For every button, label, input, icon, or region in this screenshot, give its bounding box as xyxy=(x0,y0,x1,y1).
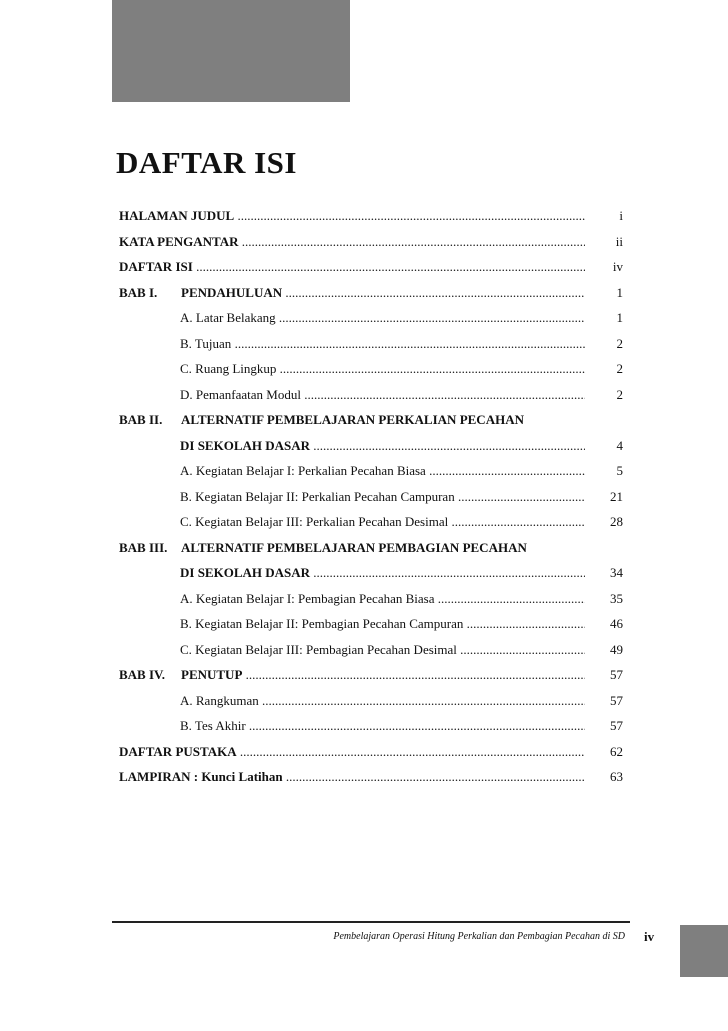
toc-label: B. Tes Akhir xyxy=(180,718,246,733)
table-of-contents xyxy=(119,203,629,790)
toc-label: DAFTAR PUSTAKA xyxy=(119,743,237,759)
footer-page-number: iv xyxy=(644,929,655,944)
toc-page-number: 2 xyxy=(616,361,623,376)
toc-page-number: i xyxy=(619,208,623,223)
toc-entry-bab-3-subheading[interactable] xyxy=(119,560,629,586)
toc-page-number: 34 xyxy=(610,565,623,580)
toc-entry-kata-pengantar[interactable] xyxy=(119,229,629,255)
toc-entry-bab-2-a[interactable] xyxy=(119,458,629,484)
toc-label: C. Ruang Lingkup xyxy=(180,361,277,376)
toc-label: A. Kegiatan Belajar I: Perkalian Pecahan Biasa xyxy=(180,463,426,478)
toc-entry-bab-2-subheading[interactable] xyxy=(119,433,629,459)
toc-page-number: 49 xyxy=(610,641,623,657)
toc-entry-bab-4-b[interactable] xyxy=(119,713,629,739)
toc-entry-halaman-judul[interactable] xyxy=(119,203,629,229)
toc-label: PENUTUP xyxy=(181,667,243,682)
toc-page-number: 28 xyxy=(610,514,623,529)
toc-label: DI SEKOLAH DASAR xyxy=(180,565,311,580)
toc-page-number: 57 xyxy=(610,718,623,733)
toc-chapter-prefix: BAB II. xyxy=(119,412,163,427)
toc-label: B. Tujuan xyxy=(180,335,232,351)
toc-label: DI SEKOLAH DASAR xyxy=(180,437,311,453)
toc-entry-daftar-isi[interactable] xyxy=(119,254,629,280)
toc-entry-bab-3-c[interactable] xyxy=(119,637,629,663)
toc-entry-bab-3-heading[interactable] xyxy=(119,535,629,561)
toc-label: B. Kegiatan Belajar II: Perkalian Pecahan Campuran xyxy=(180,488,455,504)
toc-entry-daftar-pustaka[interactable] xyxy=(119,739,629,765)
toc-entry-bab-4-a[interactable] xyxy=(119,688,629,714)
toc-entry-lampiran[interactable] xyxy=(119,764,629,790)
toc-chapter-prefix: BAB III. xyxy=(119,539,168,555)
toc-label: A. Kegiatan Belajar I: Pembagian Pecahan Biasa xyxy=(180,590,435,606)
toc-label: PENDAHULUAN xyxy=(181,284,283,300)
toc-page-number: 57 xyxy=(610,692,623,708)
footer-running-title: Pembelajaran Operasi Hitung Perkalian dan Pembagian Pecahan di SD xyxy=(333,931,625,942)
toc-page-number: 1 xyxy=(616,284,623,300)
toc-entry-bab-2-c[interactable] xyxy=(119,509,629,535)
footer-gray-block xyxy=(680,925,728,977)
toc-page-number: iv xyxy=(612,259,623,274)
toc-entry-bab-1-d[interactable] xyxy=(119,382,629,408)
toc-label: B. Kegiatan Belajar II: Pembagian Pecahan Campuran xyxy=(180,616,464,631)
toc-entry-bab-4[interactable] xyxy=(119,662,629,688)
toc-entry-bab-1[interactable] xyxy=(119,280,629,306)
footer-divider xyxy=(112,921,630,923)
toc-page-number: 21 xyxy=(610,488,623,504)
toc-page-number: 5 xyxy=(616,463,623,478)
toc-page-number: 2 xyxy=(616,386,623,402)
toc-page-number: 2 xyxy=(616,335,623,351)
toc-entry-bab-2-heading[interactable] xyxy=(119,407,629,433)
toc-entry-bab-3-a[interactable] xyxy=(119,586,629,612)
toc-label: DAFTAR ISI xyxy=(119,259,193,274)
toc-page-number: 63 xyxy=(610,769,623,784)
toc-page-number: 62 xyxy=(610,743,623,759)
toc-label: ALTERNATIF PEMBELAJARAN PEMBAGIAN PECAHAN xyxy=(181,539,527,555)
toc-label: A. Rangkuman xyxy=(180,692,259,708)
toc-entry-bab-1-c[interactable] xyxy=(119,356,629,382)
toc-page-number: 1 xyxy=(616,310,623,325)
toc-label: HALAMAN JUDUL xyxy=(119,208,235,223)
page-title: DAFTAR ISI xyxy=(116,145,297,180)
toc-entry-bab-3-b[interactable] xyxy=(119,611,629,637)
toc-chapter-prefix: BAB IV. xyxy=(119,667,166,682)
toc-page-number: 4 xyxy=(616,437,623,453)
toc-entry-bab-2-b[interactable] xyxy=(119,484,629,510)
toc-chapter-prefix: BAB I. xyxy=(119,284,158,300)
toc-entry-bab-1-a[interactable] xyxy=(119,305,629,331)
header-gray-block xyxy=(112,0,350,102)
toc-label: D. Pemanfaatan Modul xyxy=(180,386,301,402)
toc-label: ALTERNATIF PEMBELAJARAN PERKALIAN PECAHAN xyxy=(181,412,524,427)
toc-page-number: 57 xyxy=(610,667,623,682)
toc-page-number: 46 xyxy=(610,616,623,631)
toc-label: KATA PENGANTAR xyxy=(119,233,239,249)
toc-label: C. Kegiatan Belajar III: Pembagian Pecahan Desimal xyxy=(180,641,457,657)
toc-label: C. Kegiatan Belajar III: Perkalian Pecahan Desimal xyxy=(180,514,449,529)
toc-page-number: ii xyxy=(615,233,623,249)
toc-label: A. Latar Belakang xyxy=(180,310,276,325)
toc-page-number: 35 xyxy=(610,590,623,606)
toc-entry-bab-1-b[interactable] xyxy=(119,331,629,357)
toc-label: LAMPIRAN : Kunci Latihan xyxy=(119,769,283,784)
